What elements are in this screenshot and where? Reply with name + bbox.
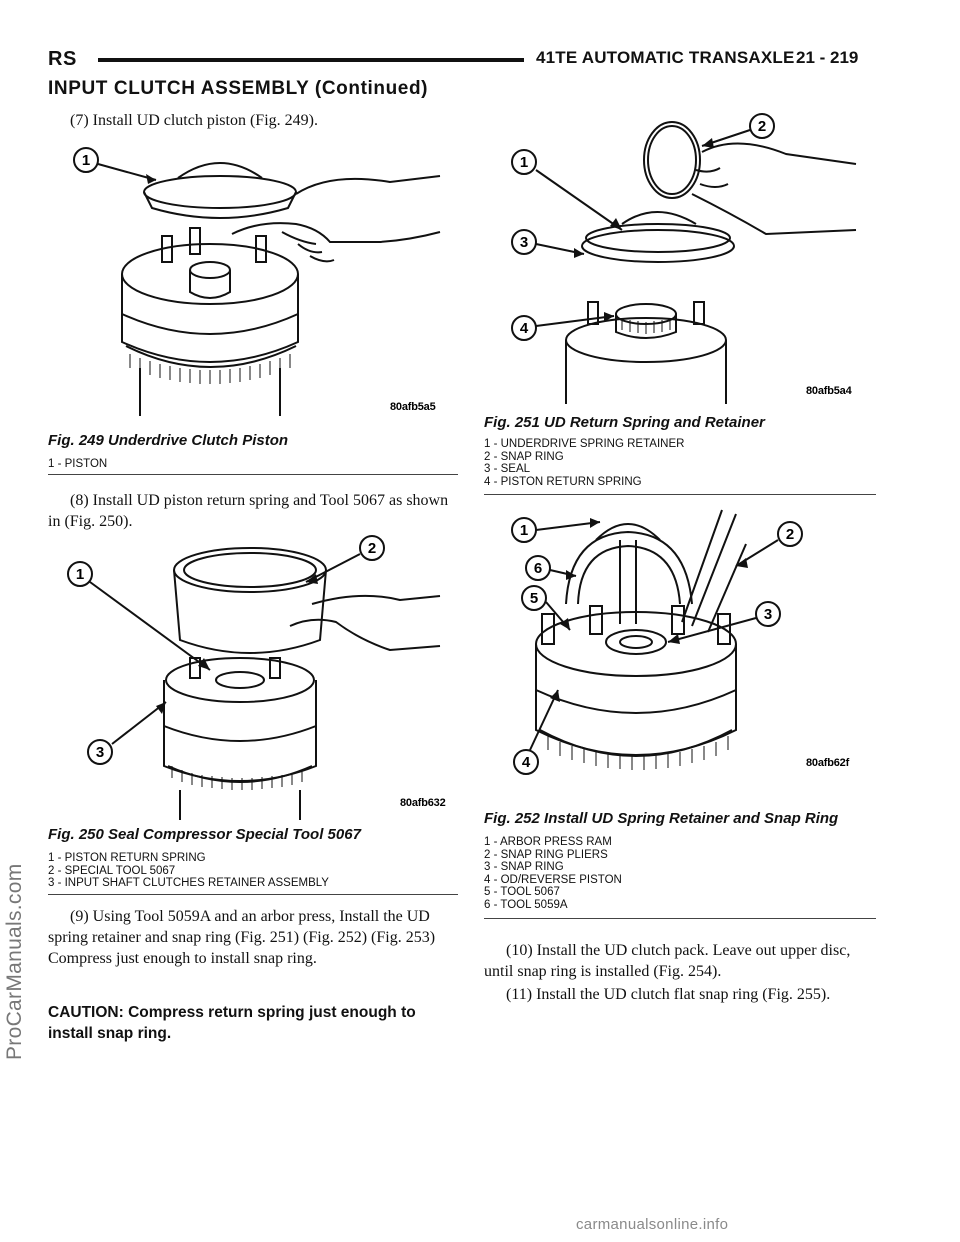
page-number: 21 - 219 [796, 48, 859, 67]
fig-251-callout-3: 3 [519, 234, 529, 251]
fig-250-rule [48, 894, 458, 895]
step-8: (8) Install UD piston return spring and Tool 5067 as shown in (Fig. 250). [48, 492, 449, 530]
fig-250-callout-3: 3 [95, 744, 105, 761]
fig-252-callout-5: 5 [529, 590, 539, 607]
fig-251-code: 80afb5a4 [806, 385, 852, 397]
side-watermark: ProCarManuals.com [3, 863, 26, 1060]
fig-250-caption: Fig. 250 Seal Compressor Special Tool 5067 [48, 826, 361, 843]
fig-251-caption: Fig. 251 UD Return Spring and Retainer [484, 414, 765, 431]
legend-item: 1 - PISTON RETURN SPRING [48, 852, 206, 864]
fig-251-callout-4: 4 [519, 320, 529, 337]
legend-item: 1 - ARBOR PRESS RAM [484, 836, 612, 848]
fig-249-illustration [60, 132, 450, 422]
fig-249-caption: Fig. 249 Underdrive Clutch Piston [48, 432, 289, 449]
fig-252-rule [484, 918, 876, 919]
step-7: (7) Install UD clutch piston (Fig. 249). [70, 112, 318, 129]
fig-251-legend [484, 438, 684, 488]
legend-item: 2 - SNAP RING PLIERS [484, 848, 608, 861]
fig-251-callout-2: 2 [757, 118, 767, 135]
legend-item: 3 - SEAL [484, 463, 531, 475]
section-title: INPUT CLUTCH ASSEMBLY (Continued) [48, 78, 429, 99]
legend-item: 3 - INPUT SHAFT CLUTCHES RETAINER ASSEMBLY [48, 877, 329, 889]
fig-252-callout-2: 2 [785, 526, 795, 543]
legend-item: 4 - OD/REVERSE PISTON [484, 873, 622, 886]
fig-252-legend [484, 836, 622, 911]
fig-252-illustration [496, 504, 876, 804]
header-title: 41TE AUTOMATIC TRANSAXLE [536, 48, 795, 67]
legend-item: 6 - TOOL 5059A [484, 898, 568, 911]
fig-251-illustration [496, 104, 876, 404]
fig-249-callout-1: 1 [81, 152, 91, 169]
legend-item: 3 - SNAP RING [484, 861, 564, 873]
fig-252-callout-6: 6 [533, 560, 543, 577]
fig-252-callout-1: 1 [519, 522, 529, 539]
fig-250-legend [48, 852, 329, 890]
fig-250-callout-1: 1 [75, 566, 85, 583]
fig-250-callout-2: 2 [367, 540, 377, 557]
fig-249-rule [48, 474, 458, 475]
caution-note: CAUTION: Compress return spring just enough to install snap ring. [48, 1004, 416, 1042]
step-10: (10) Install the UD clutch pack. Leave out upper disc, until snap ring is installed (Fig. 254). [484, 942, 851, 980]
bottom-watermark: carmanualsonline.info [576, 1216, 729, 1233]
fig-250-code: 80afb632 [400, 797, 446, 809]
step-11: (11) Install the UD clutch flat snap ring (Fig. 255). [506, 986, 831, 1003]
header-rule [98, 58, 524, 62]
fig-251-rule [484, 494, 876, 495]
fig-252-callout-3: 3 [763, 606, 773, 623]
legend-item: 2 - SPECIAL TOOL 5067 [48, 864, 176, 877]
fig-252-caption: Fig. 252 Install UD Spring Retainer and Snap Ring [484, 810, 839, 827]
legend-item: 1 - PISTON [48, 458, 108, 470]
fig-252-code: 80afb62f [806, 757, 850, 769]
fig-249-code: 80afb5a5 [390, 401, 436, 413]
fig-249-legend [48, 458, 107, 471]
fig-251-callout-1: 1 [519, 154, 529, 171]
legend-item: 1 - UNDERDRIVE SPRING RETAINER [484, 438, 685, 450]
legend-item: 4 - PISTON RETURN SPRING [484, 475, 642, 488]
legend-item: 5 - TOOL 5067 [484, 886, 560, 898]
fig-250-illustration [60, 530, 450, 820]
legend-item: 2 - SNAP RING [484, 450, 564, 463]
fig-252-callout-4: 4 [521, 754, 531, 771]
header-section-code: RS [48, 48, 77, 70]
step-9: (9) Using Tool 5059A and an arbor press, Install the UD spring retainer and snap ring (Fig. 251) (Fig. 252) (Fig. 253) Compress just enough to install snap ring. [48, 908, 436, 967]
